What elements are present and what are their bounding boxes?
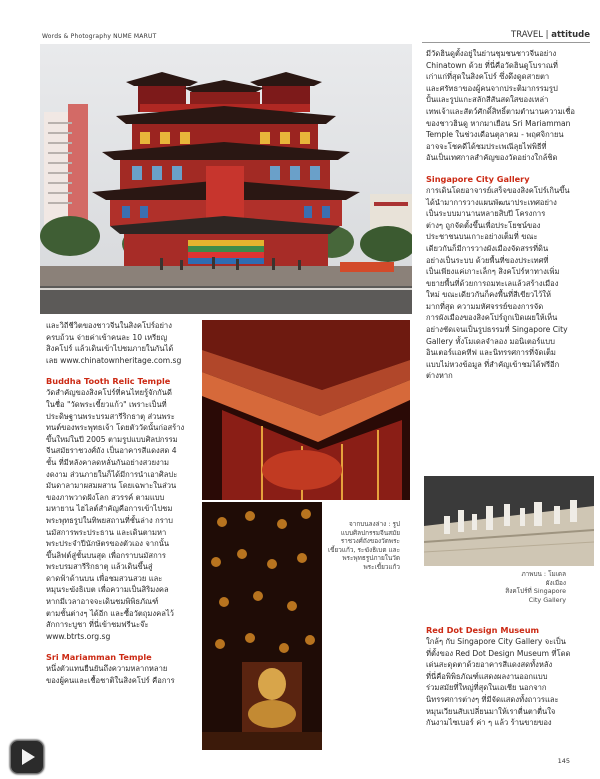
chinatown-text-line: สิงคโปร์ แล้วเดินเข้าไปชมภายในกันได้ — [46, 344, 174, 354]
gallery-text-line: อย่างเป็นระบบ ด้วยพื้นที่ของประเทศที่ — [426, 255, 549, 265]
buddha-text-line: หมุนระฆังธิเบต เพื่อความเป็นสิริมงคล — [46, 585, 169, 595]
reddot-text-line: ใกล้ๆ กับ Singapore City Gallery จะเป็น — [426, 637, 566, 646]
gallery-text-line: ใหม่ ขณะเดียวกันก็คงพื้นที่สีเขียวไว้ให้ — [426, 290, 551, 300]
gallery-text-line: มากที่สุด ความมหัศจรรย์ของการจัด — [426, 301, 544, 311]
gallery-text-line: เดียวกันก็มีการวางผังเมืองจัดสรรที่ดิน — [426, 243, 549, 253]
buddha-text-line: ตามชั้นต่างๆ ได้อีก และซื้อวัตถุมงคลไว้ — [46, 608, 174, 618]
mariamman-cont-line: Chinatown ด้วย ที่นี่คือวัดฮินดูโบราณที่ — [426, 60, 558, 70]
buddha-text-line: จีนสมัยราชวงศ์ถัง เป็นอาคารสีแดงสด 4 — [46, 446, 177, 456]
buddha-text-line: พระบรมสารีริกธาตุ แล้วเดินขึ้นสู่ — [46, 562, 153, 572]
reddot-text-line: ร่วมสมัยที่ใหญ่ที่สุดในเอเชีย นอกจาก — [426, 683, 547, 693]
city-model-caption — [502, 570, 566, 604]
photo-caption — [320, 520, 400, 572]
buddha-tooth-heading: Buddha Tooth Relic Temple — [46, 376, 171, 387]
gallery-text-line: เป็นเพียงแค่เกาะเล็กๆ สิงคโปร์หาทางเพิ่ม — [426, 267, 560, 277]
gallery-text-line: Gallery ทั้งโมเดลจำลอง มอนิเตอร์แบบ — [426, 336, 555, 346]
gallery-text-line: อย่างชัดเจนเป็นรูปธรรมที่ Singapore City — [426, 325, 568, 335]
play-button[interactable] — [10, 740, 44, 774]
city-model-caption-line: สิงคโปร์ที่ Singapore — [505, 587, 566, 596]
reddot-text-line: เด่นสะดุดตาด้วยอาคารสีแดงสดทั้งหลัง — [426, 660, 553, 670]
gallery-text-line: การผังเมืองของสิงคโปร์ถูกเปิดเผยให้เห็น — [426, 313, 558, 323]
reddot-text-line: กันงามไซเบอร์ ค่า ๆ แล้ว ร้านขายของ — [426, 718, 552, 728]
buddha-text-line: วัดสำคัญของสิงคโปร์ที่คนไทยรู้จักกันดี — [46, 388, 172, 398]
gallery-text-line: ประชาชนบนเกาะอย่างเต็มที่ ขณะ — [426, 232, 538, 242]
buddha-text-line: ประดิษฐานพระบรมสารีริกธาตุ ส่วนพระ — [46, 411, 175, 421]
mariamman-cont-line: เทพเจ้าและสัตว์ศักดิ์สิทธิ์ตามตำนานความเชื่อ — [426, 106, 575, 116]
sri-mariamman-heading: Sri Mariamman Temple — [46, 652, 152, 663]
red-dot-heading: Red Dot Design Museum — [426, 625, 540, 635]
city-model-photo — [424, 476, 594, 566]
temple-exterior-photo — [40, 44, 412, 314]
spacer — [46, 366, 196, 375]
buddha-text-line: ขึ้นลิฟต์สู่ชั้นบนสุด เพื่อกราบนมัสการ — [46, 550, 167, 560]
mariamman-text-line: ของผู้คนและเชื้อชาติในสิงคโปร์ คือการ — [46, 676, 175, 686]
city-gallery-heading: Singapore City Gallery — [426, 173, 530, 184]
photo-caption-line: พระเขี้ยวแก้ว — [363, 562, 400, 571]
buddha-text-line: พระพุทธรูปในทิพยสถานที่ชั้นล่าง กราบ — [46, 515, 173, 525]
section-label-attitude: attitude — [551, 30, 590, 40]
mariamman-text-line: หนึ่งตัวแทนยืนยันถึงความหลากหลาย — [46, 664, 168, 674]
gallery-text-line: อินเตอร์แอคทีฟ และนิทรรศการที่จัดเต็ม — [426, 348, 556, 358]
reddot-text-line: ที่ตั้งของ Red Dot Design Museum ที่โดด — [426, 648, 571, 658]
spacer — [46, 642, 196, 651]
mariamman-cont-line: เก่าแก่ที่สุดในสิงคโปร์ ซึ่งดึงดูดสายตา — [426, 72, 550, 82]
buddha-text-line: มหายาน ไฮไลต์สำคัญคือการเข้าไปชม — [46, 504, 173, 514]
photo-caption-line: เขี้ยวแก้ว, ระฆังธิเบต และ — [327, 545, 400, 554]
mariamman-cont-line: มีวัดฮินดูตั้งอยู่ในย่านชุมชนชาวจีนอย่าง — [426, 49, 557, 58]
right-column-top — [426, 48, 592, 382]
photo-caption-line: พระพุทธรูปภายในวัด — [342, 554, 400, 563]
right-column-bottom — [426, 624, 592, 729]
page-number: 145 — [557, 757, 570, 765]
gallery-text-line: ต่างๆ ถูกจัดตั้งขึ้นเพื่อประโยชน์ของ — [426, 220, 541, 230]
buddha-text-line: ชั้น ที่มีหลังคาลดหลั่นกันอย่างสวยงาม — [46, 457, 170, 467]
mariamman-cont-line: ของชาวฮินดู หากมาเยือน Sri Mariamman — [426, 118, 571, 128]
mariamman-cont-line: อาจจะโชคดีได้ชมประเพณีลุยไฟพิธีที่ — [426, 141, 547, 151]
play-icon — [11, 741, 43, 773]
buddha-text-line: พระประจำปีนักษัตรของตัวเอง จากนั้น — [46, 539, 170, 549]
header-rule — [422, 42, 590, 43]
buddha-text-line: ของภาพวาดฝังโลก สวรรค์ ตามแบบ — [46, 492, 165, 502]
buddha-url[interactable]: www.btrts.org.sg — [46, 631, 111, 641]
chinatown-text-line: ครบถ้วน จ่ายค่าเข้าคนละ 10 เหรียญ — [46, 332, 168, 342]
mariamman-cont-line: Temple ในช่วงเดือนตุลาคม - พฤศจิกายน — [426, 130, 564, 140]
city-model-caption-line: City Gallery — [528, 595, 566, 604]
mariamman-cont-line: อันเป็นเทศกาลสำคัญของวัดอย่างใกล้ชิด — [426, 153, 558, 163]
buddha-text-line: สักการะบูชา ที่นี่เข้าชมฟรีนะจ๊ะ — [46, 620, 149, 630]
photo-credit: Words & Photography NUME MARUT — [42, 33, 157, 40]
gallery-text-line: ขยายพื้นที่ด้วยการถมทะเลแล้วสร้างเมือง — [426, 278, 559, 288]
spacer — [426, 164, 592, 173]
left-column — [46, 320, 196, 687]
gallery-text-line: เป็นระบบมานานหลายสิบปี โครงการ — [426, 209, 546, 219]
photo-caption-line: แบบศิลปกรรมจีนสมัย — [340, 528, 400, 537]
gallery-text-line: ต่างหาก — [426, 371, 453, 381]
photo-caption-line: ราชวงศ์ถังของวัดพระ — [340, 537, 400, 546]
prayer-wheel-photo — [202, 502, 322, 750]
buddha-text-line: มันดาลามาผสมผสาน โดยเฉพาะในส่วน — [46, 481, 177, 491]
buddha-text-line: ดาดฟ้าด้านบน เพื่อชมสวนสวย และ — [46, 573, 163, 583]
buddha-text-line: ทนต์ของพระพุทธเจ้า โดยตัววัดนั้นก่อสร้าง — [46, 423, 185, 433]
buddha-text-line: นมัสการพระประธาน และเดินตามหา — [46, 527, 167, 537]
city-model-caption-line: ภาพบน : โมเดลผังเมือง — [521, 570, 566, 587]
buddha-text-line: ขึ้นใหม่ในปี 2005 ตามรูปแบบศิลปกรรม — [46, 434, 178, 444]
chinatown-text-line: เลย www.chinatownheritage.com.sg — [46, 355, 182, 365]
mariamman-cont-line: ปั้นและรูปแกะสลักสีสันสดใสของเหล่า — [426, 95, 549, 105]
gallery-text-line: แบบไม่หวงข้อมูล ที่สำคัญเข้าชมได้ฟรีอีก — [426, 359, 560, 369]
section-label-travel: TRAVEL | — [511, 30, 552, 40]
section-label — [511, 30, 590, 40]
buddha-text-line: ในชื่อ "วัดพระเขี้ยวแก้ว" เพราะเป็นที่ — [46, 399, 167, 409]
temple-architecture-photo — [202, 320, 410, 500]
reddot-text-line: หมุนเวียนสับเปลี่ยนมาให้เราตื่นตาตื่นใจ — [426, 706, 556, 716]
gallery-text-line: การเดินโดยอาจารย์เสร็จของสิงคโปร์เกินขึ้น — [426, 185, 570, 195]
mariamman-cont-line: และศรัทธาของผู้คนจากประติมากรรมรูป — [426, 83, 558, 93]
buddha-text-line: หากมีเวลาอาจจะเดินชมพิพิธภัณฑ์ — [46, 597, 159, 607]
reddot-text-line: ที่นี่คือพิพิธภัณฑ์แสดงผลงานออกแบบ — [426, 671, 548, 681]
buddha-text-line: งดงาม ส่วนภายในก็ได้มีการนำเอาศิลปะ — [46, 469, 178, 479]
chinatown-text-line: และวิถีชีวิตของชาวจีนในสิงคโปร์อย่าง — [46, 321, 172, 330]
gallery-text-line: ได้นำมาการวางแผนพัฒนาประเทศอย่าง — [426, 197, 557, 207]
photo-caption-line: จากบนลงล่าง : รูป — [349, 520, 400, 528]
reddot-text-line: นิทรรศการต่างๆ ที่มีจัดแสดงทั้งถาวรและ — [426, 694, 559, 704]
